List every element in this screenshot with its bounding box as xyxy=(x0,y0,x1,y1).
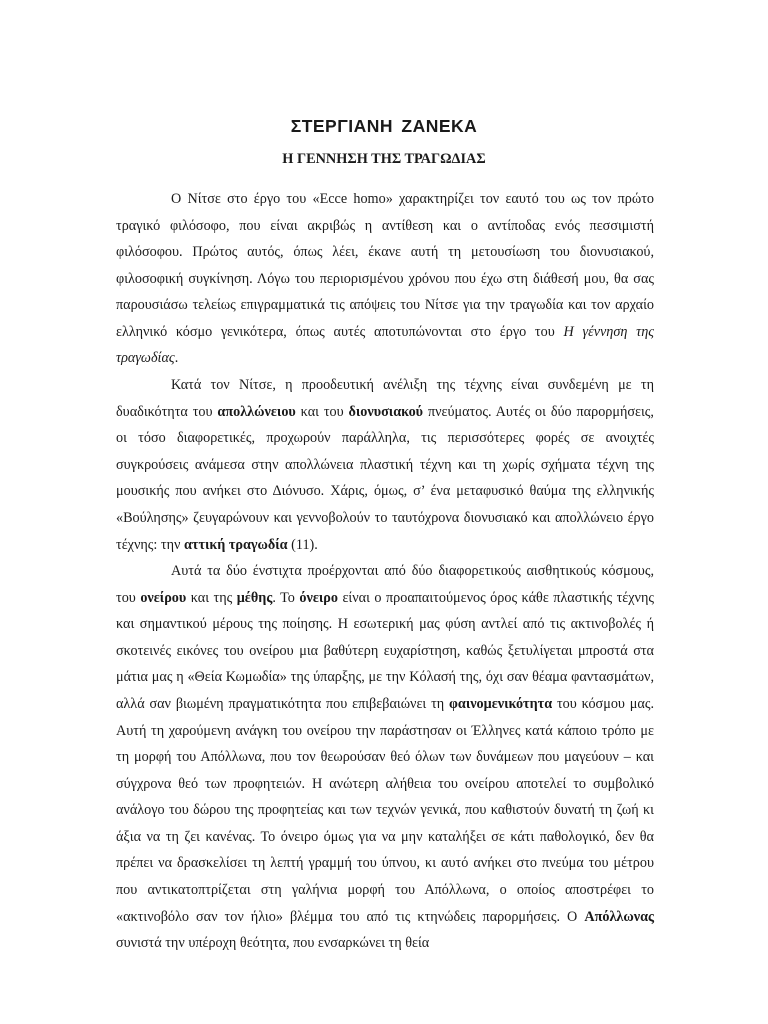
paragraph-3 xyxy=(116,558,654,957)
bold-term-apollo: Απόλλωνας xyxy=(584,908,654,925)
text-run: (11). xyxy=(287,536,318,553)
text-run: . xyxy=(174,350,179,367)
text-run: . Το xyxy=(272,589,300,606)
text-run: πνεύματος. Αυτές οι δύο παρορμήσεις, οι τόσο διαφορετικές, προχωρούν παράλληλα, τις περισσότερες φορές σε ανοιχτές συγκρούσεις ανάμεσα στην απολλώνεια πλαστική τέχνη και τη χωρίς σχήματα τέχνη της μουσικής που ανήκει στο Διόνυσο. Χάρις, όμως, σ’ ένα μεταφυσικό θαύμα της ελληνικής «Βούλησης» ζευγαρώνουν και γεννοβολούν το ταυτόχρονα διονυσιακό και απολλώνειο έργο τέχνης: την xyxy=(116,403,654,553)
bold-term-dionysian: διονυσιακού xyxy=(348,403,424,420)
author-heading: ΣΤΕΡΓΙΑΝΗ ΖΑΝΕΚΑ xyxy=(290,116,478,136)
text-run: του κόσμου μας. Αυτή τη χαρούμενη ανάγκη του ονείρου την παράστησαν οι Έλληνες κατά κάποιο τρόπο με τη μορφή του Απόλλωνα, που τον θεωρούσαν θεό όλων των δυνάμεων που μαγεύουν – και σύγχρονα θεό των προφητειών. Η ανώτερη αλήθεια του ονείρου αποτελεί το συμβολικό ανάλογο του δώρου της προφητείας και των τεχνών γενικά, που καθιστούν δυνατή τη ζωή κι άξια να τη ζει κανένας. Το όνειρο όμως για να μην καταλήξει σε κάτι παθολογικό, δεν θα πρέπει να δρασκελίσει τη λεπτή γραμμή του ύπνου, κι αυτό ανήκει στο πνεύμα του μέτρου που αντικατοπτρίζεται στη γαλήνια μορφή του Απόλλωνα, ο οποίος αποστρέφει το «ακτινοβόλο σαν τον ήλιο» βλέμμα του από τις κτηνώδεις παρορμήσεις. Ο xyxy=(116,695,654,925)
bold-term-intoxication: μέθης xyxy=(236,589,273,606)
text-run: Αυτά τα δύο ένστιχτα προέρχονται από δύο διαφορετικούς αισθητικούς κόσμους, του xyxy=(116,563,654,606)
book-title-italic: Η γέννηση της τραγωδίας xyxy=(116,323,654,367)
bold-term-dream: ονείρου xyxy=(140,589,187,606)
text-run: και της xyxy=(186,589,237,606)
bold-term-apollonian: απολλώνειου xyxy=(217,403,296,420)
text-run: και του xyxy=(295,403,349,420)
bold-term-the-dream: όνειρο xyxy=(299,589,338,606)
paragraph-1 xyxy=(116,186,654,372)
text-run: Κατά τον Νίτσε, η προοδευτική ανέλιξη της τέχνης είναι συνδεμένη με τη δυαδικότητα του xyxy=(116,377,654,420)
text-run: είναι ο προαπαιτούμενος όρος κάθε πλαστικής τέχνης και σημαντικού μέρους της ποίησης. Η εσωτερική μας φύση αντλεί από τις ακτινοβολές ή σκοτεινές εικόνες του ονείρου μια βαθύτερη ευχαρίστηση, καθώς ξετυλίγεται μπροστά στα μάτια μας η «Θεία Κωμωδία» της ύπαρξης, με την Κόλασή της, όχι σαν θέαμα φαντασμάτων, αλλά σαν βιωμένη πραγματικότητα που επιβεβαιώνει τη xyxy=(116,589,654,712)
body-text xyxy=(116,186,654,957)
bold-term-attic-tragedy: αττική τραγωδία xyxy=(183,536,288,553)
paragraph-2 xyxy=(116,372,654,558)
text-run: Ο Νίτσε στο έργο του «Ecce homo» χαρακτηρίζει τον εαυτό του ως τον πρώτο τραγικό φιλόσοφο, που είναι ακριβώς η αντίθεση και ο αντίποδας ενός πεσσιμιστή φιλόσοφου. Πρώτος αυτός, όπως λέει, έκανε αυτή τη μετουσίωση του διονυσιακού, φιλοσοφική συγκίνηση. Λόγω του περιορισμένου χρόνου που έχω στη διάθεσή μου, θα σας παρουσιάσω τελείως επιγραμματικά τις απόψεις του Νίτσε για την τραγωδία και τον αρχαίο ελληνικό κόσμο γενικότερα, όπως αυτές αποτυπώνονται στο έργο του xyxy=(116,191,654,340)
bold-term-appearance: φαινομενικότητα xyxy=(449,695,553,712)
document-title: Η ΓΕΝΝΗΣΗ ΤΗΣ ΤΡΑΓΩΔΙΑΣ xyxy=(282,151,486,167)
text-run: συνιστά την υπέροχη θεότητα, που ενσαρκώνει τη θεία xyxy=(116,935,430,952)
